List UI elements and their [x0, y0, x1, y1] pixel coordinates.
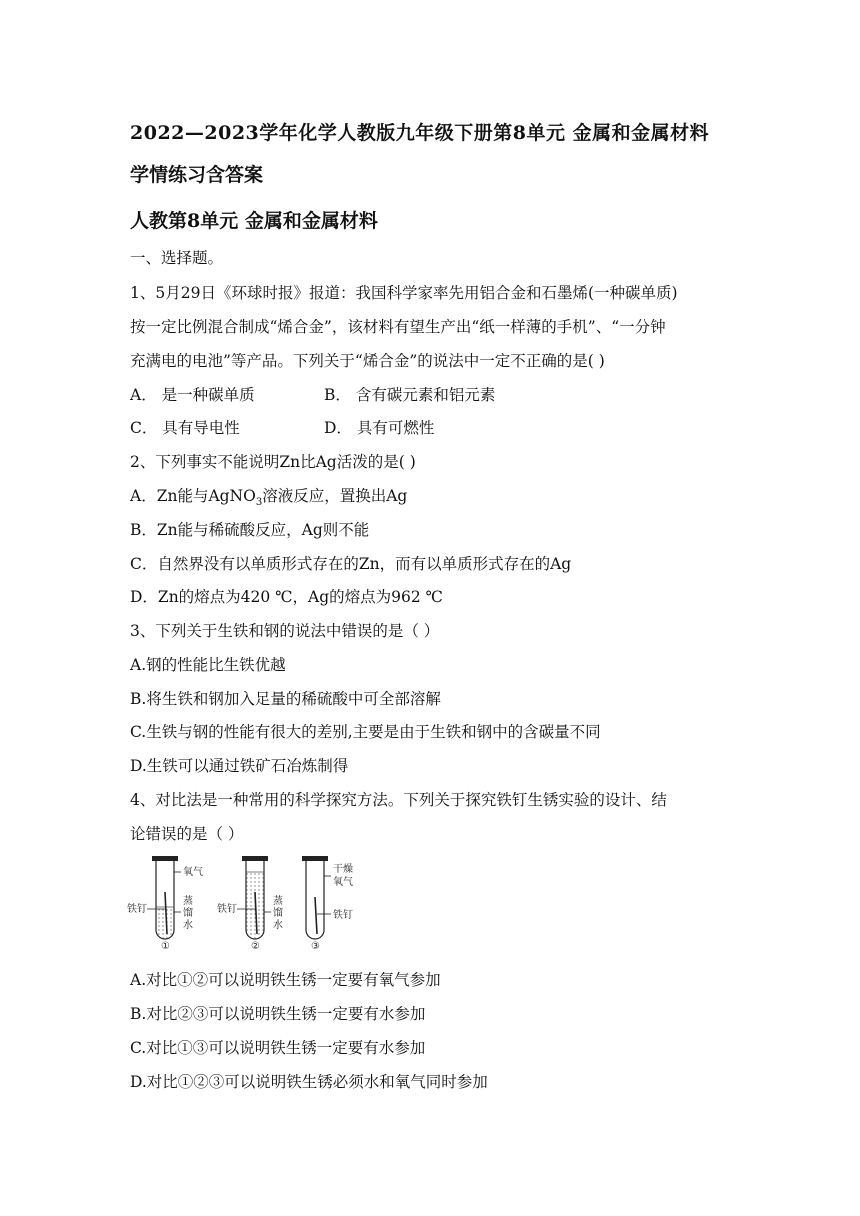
tube-number-2: ②: [251, 941, 260, 952]
tube-number-1: ①: [161, 941, 170, 952]
q2-option-d: D．Zn的熔点为420 ℃，Ag的熔点为962 ℃: [130, 588, 443, 606]
dry-oxygen-label-b: 氧气: [333, 877, 353, 888]
document-title: 2022—2023学年化学人教版九年级下册第8单元 金属和金属材料: [130, 122, 710, 144]
section-heading: 一、选择题。: [130, 249, 224, 267]
q1-stem-line2: 按一定比例混合制成“烯合金”，该材料有望生产出“纸一样薄的手机”、“一分钟: [130, 318, 666, 336]
water-label-2a: 蒸: [273, 896, 283, 907]
water-label-2b: 馏: [273, 908, 283, 919]
q2-option-b: B．Zn能与稀硫酸反应，Ag则不能: [130, 521, 370, 539]
q3-option-d: D.生铁可以通过铁矿石冶炼制得: [130, 757, 349, 775]
q4-option-b: B.对比②③可以说明铁生锈一定要有水参加: [130, 1005, 426, 1023]
q1-stem-line3: 充满电的电池”等产品。下列关于“烯合金”的说法中一定不正确的是( ): [130, 352, 605, 370]
oxygen-label-1: 氧气: [183, 867, 203, 878]
water-label-1c: 水: [183, 920, 193, 931]
nail-label-2: 铁钉: [217, 904, 237, 915]
q2-option-a: A．Zn能与AgNO$_3$溶液反应，置换出Ag: [130, 487, 408, 509]
test-tubes-figure: [125, 852, 365, 952]
water-label-1a: 蒸: [183, 896, 193, 907]
q3-option-a: A.钢的性能比生铁优越: [130, 656, 286, 674]
q3-stem: 3、下列关于生铁和钢的说法中错误的是（ ）: [130, 622, 440, 640]
q4-option-a: A.对比①②可以说明铁生锈一定要有氧气参加: [130, 971, 441, 989]
q1-option-d: D． 具有可燃性: [324, 419, 435, 437]
q4-option-c: C.对比①③可以说明铁生锈一定要有水参加: [130, 1039, 426, 1057]
test-tube-1: [147, 856, 181, 939]
q3-option-c: C.生铁与钢的性能有很大的差别,主要是由于生铁和钢中的含碳量不同: [130, 723, 601, 741]
tube-number-3: ③: [311, 941, 320, 952]
q1-option-c: C． 具有导电性: [130, 419, 240, 437]
q4-stem-line1: 4、对比法是一种常用的科学探究方法。下列关于探究铁钉生锈实验的设计、结: [130, 791, 667, 809]
q1-option-b: B． 含有碳元素和铝元素: [324, 386, 496, 404]
water-label-1b: 馏: [183, 908, 193, 919]
q4-option-d: D.对比①②③可以说明铁生锈必须水和氧气同时参加: [130, 1073, 488, 1091]
water-label-2c: 水: [273, 920, 283, 931]
q2-option-c: C．自然界没有以单质形式存在的Zn，而有以单质形式存在的Ag: [130, 555, 572, 573]
q1-option-a: A． 是一种碳单质: [130, 386, 255, 404]
nail-label-1: 铁钉: [127, 904, 147, 915]
q1-stem-line1: 1、5月29日《环球时报》报道：我国科学家率先用铝合金和石墨烯(一种碳单质): [130, 284, 678, 302]
q4-stem-line2: 论错误的是（ ）: [130, 825, 244, 843]
test-tube-3: [302, 856, 331, 939]
test-tube-2: [237, 856, 271, 939]
nail-label-3: 铁钉: [333, 910, 353, 921]
document-title-line2: 学情练习含答案: [130, 164, 264, 186]
unit-heading: 人教第8单元 金属和金属材料: [130, 210, 378, 232]
q3-option-b: B.将生铁和钢加入足量的稀硫酸中可全部溶解: [130, 690, 441, 708]
dry-oxygen-label-a: 干燥: [333, 864, 353, 875]
q2-stem: 2、下列事实不能说明Zn比Ag活泼的是( ): [130, 453, 416, 471]
